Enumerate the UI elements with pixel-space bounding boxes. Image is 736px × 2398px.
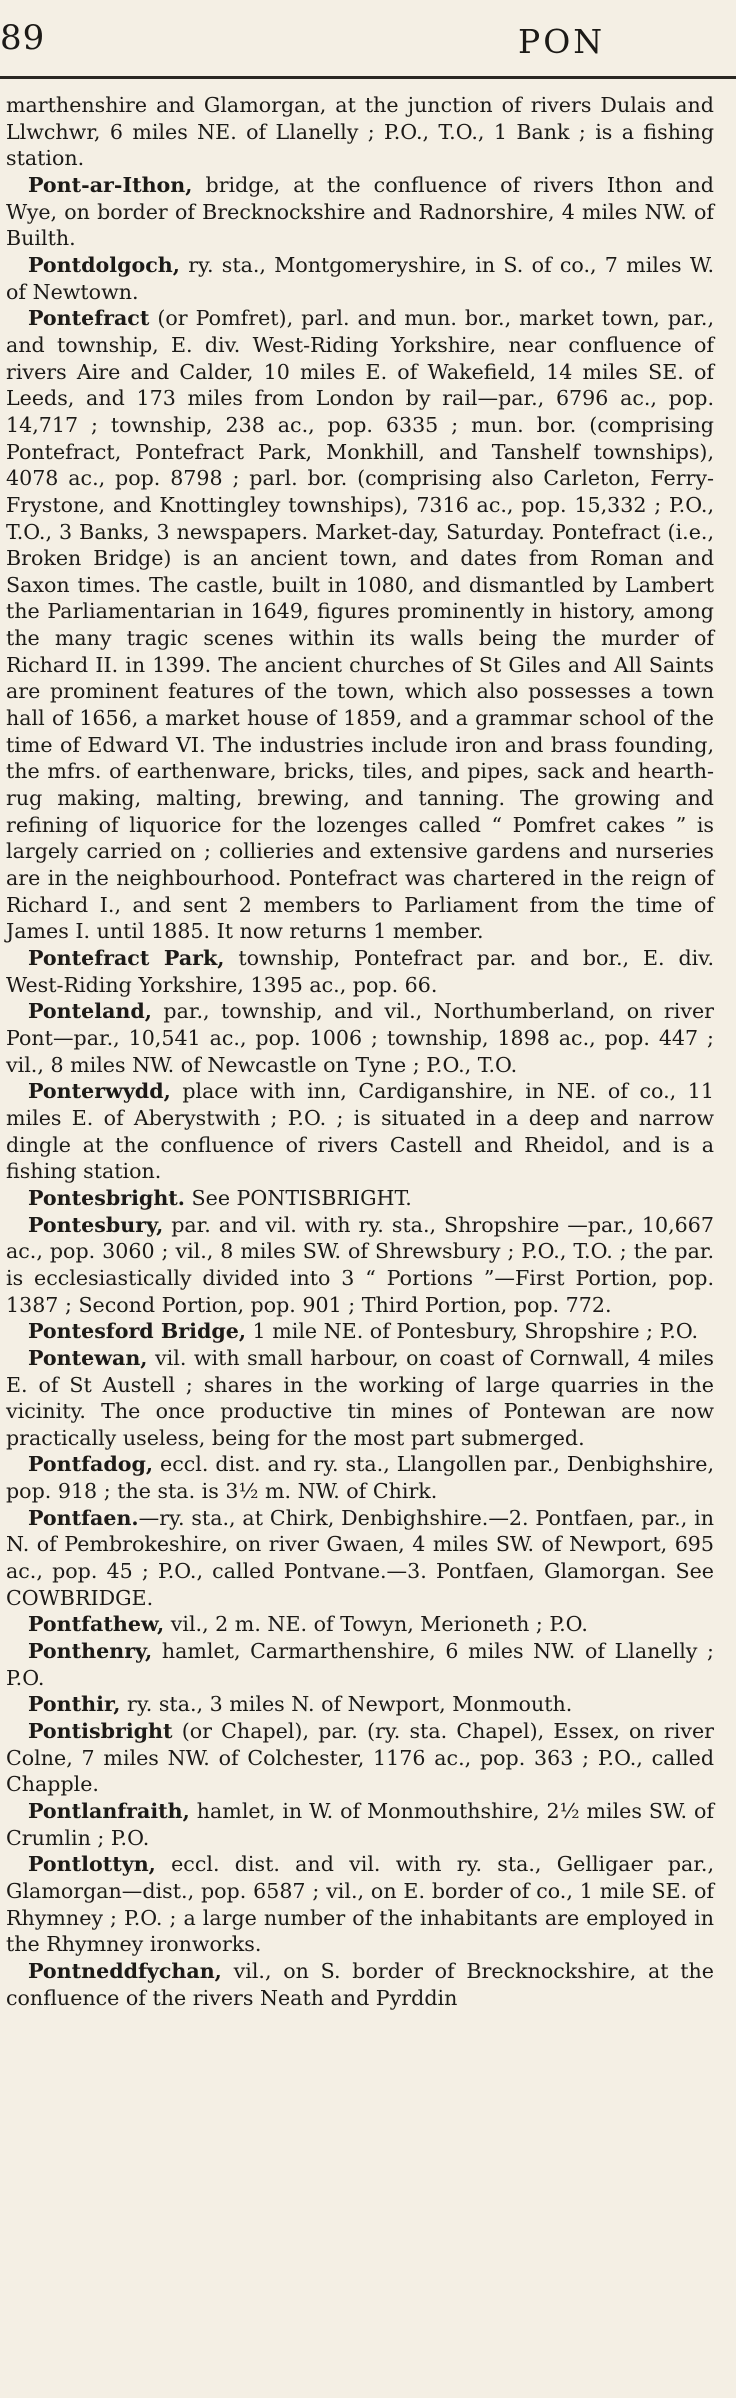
entry-text: eccl. dist. and vil. with ry. sta., Gelligaer par., Glamorgan—dist., pop. 6587 ; vil., on E. border of co., 1 mile SE. of Rhymney ; P.O. ; a large number of the inhabitants are employed in the Rhymney ironworks. <box>6 1852 714 1957</box>
entry-headword: Pontisbright <box>28 1719 173 1744</box>
entry-pontfathew <box>6 1611 714 1638</box>
entry-text: bridge, at the confluence of rivers Ithon and Wye, on border of Brecknockshire and Radnorshire, 4 miles NW. of Builth. <box>6 172 714 251</box>
entry-headword: Pontefract Park, <box>28 946 225 970</box>
entry-headword: Pontewan, <box>28 1345 148 1370</box>
entry-ponterwydd <box>6 1078 714 1185</box>
entry-text: eccl. dist. and ry. sta., Llangollen par., Denbighshire, pop. 918 ; the sta. is 3½ m. NW. of Chirk. <box>6 1452 714 1504</box>
entry-headword: Pontefract <box>28 306 150 331</box>
entry-headword: Pontneddfychan, <box>28 1958 222 1983</box>
entry-pontlanfraith <box>6 1798 714 1851</box>
entry-headword: Ponteland, <box>28 999 152 1024</box>
entry-headword: Ponterwydd, <box>28 1079 171 1104</box>
entry-pontdolgoch <box>6 252 714 305</box>
entry-pontlottyn <box>6 1851 714 1958</box>
entry-text: See PONTISBRIGHT. <box>184 1185 412 1210</box>
entry-pontefract <box>6 305 714 945</box>
entry-headword: Pontfathew, <box>28 1612 165 1637</box>
entry-text: par., township, and vil., Northumberland, on river Pont—par., 10,541 ac., pop. 1006 ; township, 1898 ac., pop. 447 ; vil., 8 miles NW. of Newcastle on Tyne ; P.O., T.O. <box>6 999 714 1077</box>
entry-headword: Pontesbury, <box>28 1212 164 1237</box>
entry-headword: Pontlanfraith, <box>28 1799 190 1823</box>
entry-text: 1 mile NE. of Pontesbury, Shropshire ; P.O. <box>246 1319 699 1344</box>
entry-ponteland <box>6 998 714 1078</box>
entry-ponthenry <box>6 1638 714 1691</box>
entry-headword: Ponthir, <box>28 1692 121 1717</box>
entry-headword: Pont-ar-Ithon, <box>28 172 193 197</box>
entry-text: vil., 2 m. NE. of Towyn, Merioneth ; P.O. <box>164 1612 588 1637</box>
entry-pontesbury <box>6 1212 714 1319</box>
entry-headword: Pontfadog, <box>28 1452 154 1477</box>
entry-text: township, Pontefract par. and bor., E. div. West-Riding Yorkshire, 1395 ac., pop. 66. <box>6 946 714 997</box>
entry-headword: Pontdolgoch, <box>28 252 180 277</box>
entry-headword: Pontesbright. <box>28 1185 185 1210</box>
entry-text: place with inn, Cardiganshire, in NE. of co., 11 miles E. of Aberystwith ; P.O. ; is situated in a deep and narrow dingle at the confluence of rivers Castell and Rheidol, and is a fishing station. <box>6 1079 714 1184</box>
entry-ponthir <box>6 1691 714 1718</box>
entry-text: (or Pomfret), parl. and mun. bor., market town, par., and township, E. div. West-Riding Yorkshire, near confluence of rivers Aire and Calder, 10 miles E. of Wakefield, 14 miles SE. of Leeds, and 173 miles from London by rail—par., 6796 ac., pop. 14,717 ; township, 238 ac., pop. 6335 ; mun. bor. (comprising Pontefract, Pontefract Park, Monkhill, and Tanshelf townships), 4078 ac., pop. 8798 ; parl. bor. (comprising also Carleton, Ferry-Frystone, and Knottingley townships), 7316 ac., pop. 15,332 ; P.O., T.O., 3 Banks, 3 newspapers. Market-day, Saturday. Pontefract (i.e., Broken Bridge) is an ancient town, and dates from Roman and Saxon times. The castle, built in 1080, and dismantled by Lambert the Parliamentarian in 1649, figures prominently in history, among the many tragic scenes within its walls being the murder of Richard II. in 1399. The ancient churches of St Giles and All Saints are prominent features of the town, which also possesses a town hall of 1656, a market house of 1859, and a grammar school of the time of Edward VI. The industries include iron and brass founding, the mfrs. of earthenware, bricks, tiles, and pipes, sack and hearth-rug making, malting, brewing, and tanning. The growing and refining of liquorice for the lozenges called “ Pomfret cakes ” is largely carried on ; collieries and extensive gardens and nurseries are in the neighbourhood. Pontefract was chartered in the reign of Richard I., and sent 2 members to Parliament from the time of James I. until 1885. It now returns 1 member. <box>6 306 714 944</box>
entry-headword: Ponthenry, <box>28 1639 153 1664</box>
entry-column <box>6 92 714 2011</box>
entry-text: ry. sta., 3 miles N. of Newport, Monmouth. <box>120 1692 573 1717</box>
entry-pontfadog <box>6 1451 714 1504</box>
entry-text: hamlet, Carmarthenshire, 6 miles NW. of Llanelly ; P.O. <box>6 1639 714 1690</box>
header-rule <box>0 76 736 79</box>
entry-headword: Pontfaen. <box>28 1505 139 1530</box>
entry-headword: Pontesford Bridge, <box>28 1319 247 1344</box>
entry-pontisbright <box>6 1718 714 1798</box>
entry-pontefract-park <box>6 945 714 998</box>
entry-text: hamlet, in W. of Monmouthshire, 2½ miles SW. of Crumlin ; P.O. <box>6 1799 714 1850</box>
entry-continuation: marthenshire and Glamorgan, at the junction of rivers Dulais and Llwchwr, 6 miles NE. of Llanelly ; P.O., T.O., 1 Bank ; is a fishing station. <box>6 93 714 171</box>
page-number: 89 <box>0 18 46 58</box>
entry-pontesbright <box>6 1185 714 1212</box>
entry-pontneddfychan <box>6 1958 714 2011</box>
running-head: PON <box>518 22 606 61</box>
entry-text: vil., on S. border of Brecknockshire, at the confluence of the rivers Neath and Pyrddin <box>6 1958 714 2010</box>
entry-text: —ry. sta., at Chirk, Denbighshire.—2. Pontfaen, par., in N. of Pembrokeshire, on river Gwaen, 4 miles SW. of Newport, 695 ac., pop. 45 ; P.O., called Pontvane.—3. Pontfaen, Glamorgan. See COWBRIDGE. <box>6 1505 714 1610</box>
page-header <box>0 0 736 64</box>
entry-pont-ar-ithon <box>6 172 714 252</box>
entry-pontewan <box>6 1345 714 1452</box>
entry-text: ry. sta., Montgomeryshire, in S. of co., 7 miles W. of Newtown. <box>6 252 714 304</box>
entry-text: vil. with small harbour, on coast of Cornwall, 4 miles E. of St Austell ; shares in the working of large quarries in the vicinity. The once productive tin mines of Pontewan are now practically useless, being for the most part submerged. <box>6 1345 714 1450</box>
entry-pontesford-bridge <box>6 1318 714 1345</box>
entry-headword: Pontlottyn, <box>28 1852 156 1877</box>
entry-text: (or Chapel), par. (ry. sta. Chapel), Essex, on river Colne, 7 miles NW. of Colchester, 1176 ac., pop. 363 ; P.O., called Chapple. <box>6 1719 714 1797</box>
entry-pontfaen <box>6 1505 714 1612</box>
entry-text: par. and vil. with ry. sta., Shropshire —par., 10,667 ac., pop. 3060 ; vil., 8 miles SW. of Shrewsbury ; P.O., T.O. ; the par. is ecclesiastically divided into 3 “ Portions ”—First Portion, pop. 1387 ; Second Portion, pop. 901 ; Third Portion, pop. 772. <box>6 1212 714 1317</box>
